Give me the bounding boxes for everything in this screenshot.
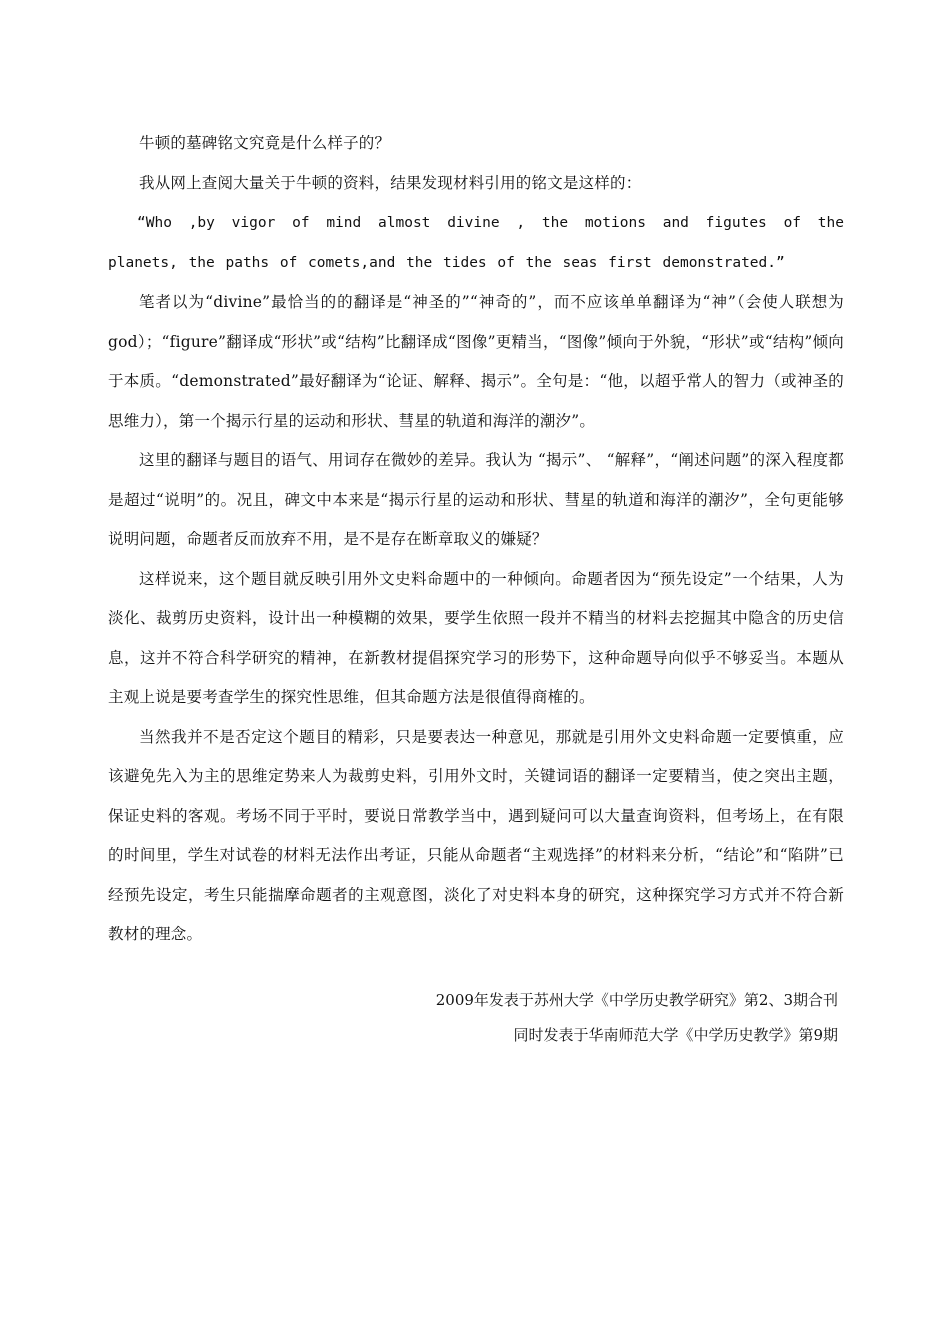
epitaph-quote: “Who ,by vigor of mind almost divine , the motions and figutes of the planets, the paths of comets,and the tides of the seas first demonstrated.” <box>108 215 844 271</box>
paragraph-conclusion: 当然我并不是否定这个题目的精彩，只是要表达一种意见，那就是引用外文史料命题一定要慎重，应该避免先入为主的思维定势来人为裁剪史料，引用外文时，关键词语的翻译一定要精当，使之突出主题，保证史料的客观。考场不同于平时，要说日常教学当中，遇到疑问可以大量查询资料，但考场上，在有限的时间里，学生对试卷的材料无法作出考证，只能从命题者“主观选择”的材料来分析，“结论”和“陷阱”已经预先设定，考生只能揣摩命题者的主观意图，淡化了对史料本身的研究，这种探究学习方式并不符合新教材的理念。 <box>108 727 844 943</box>
paragraph-difference: 这里的翻译与题目的语气、用词存在微妙的差异。我认为 “揭示”、 “解释”，“阐述问题”的深入程度都是超过“说明”的。况且，碑文中本来是“揭示行星的运动和形状、彗星的轨道和海洋的潮汐”，全句更能够说明问题，命题者反而放弃不用，是不是存在断章取义的嫌疑？ <box>108 451 844 548</box>
paragraph-translation: 笔者以为“divine”最恰当的的翻译是“神圣的”“神奇的”，而不应该单单翻译为“神”（会使人联想为god）；“figure”翻译成“形状”或“结构”比翻译成“图像”更精当，“图像”倾向于外貌，“形状”或“结构”倾向于本质。“demonstrated”最好翻译为“论证、解释、揭示”。全句是：“他，以超乎常人的智力（或神圣的思维力），第一个揭示行星的运动和形状、彗星的轨道和海洋的潮汐”。 <box>108 293 844 430</box>
paragraph-question: 牛顿的墓碑铭文究竟是什么样子的？ <box>139 134 391 152</box>
publication-note <box>108 983 844 1053</box>
paragraph-tendency: 这样说来，这个题目就反映引用外文史料命题中的一种倾向。命题者因为“预先设定”一个结果，人为淡化、裁剪历史资料，设计出一种模糊的效果，要学生依照一段并不精当的材料去挖掘其中隐含的历史信息，这并不符合科学研究的精神，在新教材提倡探究学习的形势下，这种命题导向似乎不够妥当。本题从主观上说是要考查学生的探究性思维，但其命题方法是很值得商榷的。 <box>108 569 844 706</box>
paragraph-research: 我从网上查阅大量关于牛顿的资料，结果发现材料引用的铭文是这样的： <box>139 173 642 192</box>
publication-line-2: 同时发表于华南师范大学《中学历史教学》第9期 <box>513 1025 838 1044</box>
document-body <box>108 124 844 1053</box>
publication-line-1: 2009年发表于苏州大学《中学历史教学研究》第2、3期合刊 <box>435 990 838 1009</box>
